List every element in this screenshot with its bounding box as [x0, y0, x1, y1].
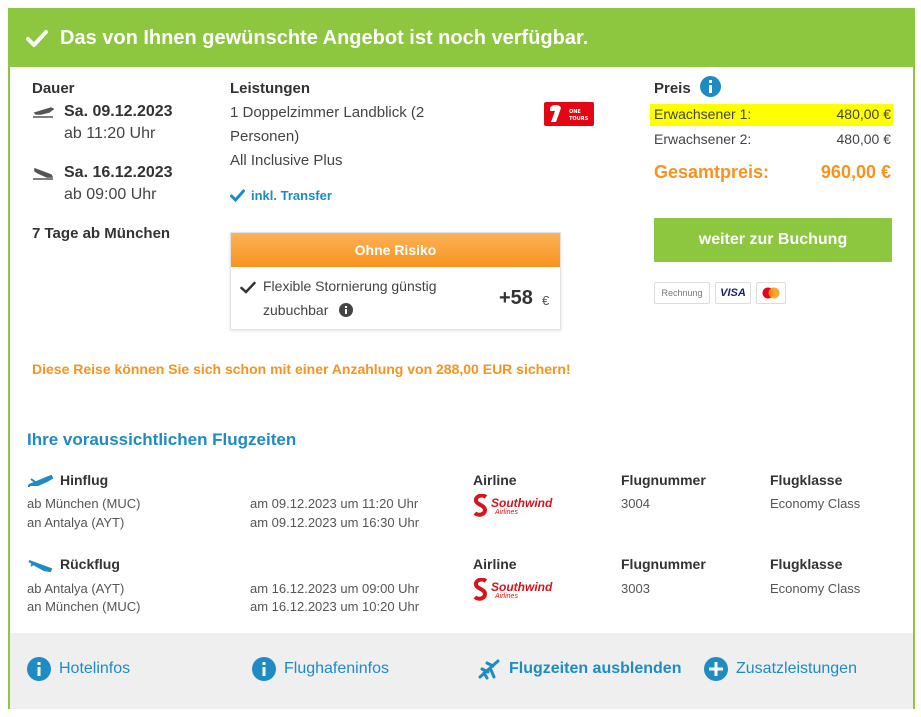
return-arrival: am 16.12.2023 um 10:20 Uhr [250, 599, 420, 614]
return-departure: am 16.12.2023 um 09:00 Uhr [250, 581, 420, 596]
check-icon [26, 30, 48, 48]
check-icon [230, 189, 245, 202]
outbound-airline-header: Airline [473, 472, 517, 488]
cancellation-option-body [231, 267, 560, 331]
room-line-2: Personen) [230, 128, 300, 145]
outbound-from: ab München (MUC) [27, 496, 141, 511]
return-airline-logo [473, 578, 563, 604]
flight-times-title: Ihre voraussichtlichen Flugzeiten [27, 430, 297, 449]
availability-banner [10, 10, 913, 67]
info-icon [27, 657, 51, 681]
payment-invoice: Rechnung [654, 282, 710, 304]
outbound-class-header: Flugklasse [770, 472, 843, 488]
price-label: Preis [654, 80, 691, 97]
return-to: an München (MUC) [27, 599, 141, 614]
offer-card [8, 8, 915, 709]
outbound-time: ab 11:20 Uhr [64, 125, 156, 142]
transfer-label: inkl. Transfer [251, 188, 332, 203]
airport-info-label: Flughafeninfos [284, 660, 389, 677]
duration-label: Dauer [32, 80, 75, 97]
takeoff-icon [32, 105, 54, 119]
outbound-flightnumber-header: Flugnummer [621, 472, 706, 488]
cancellation-option-header: Ohne Risiko [231, 233, 560, 267]
svg-text:TOURS: TOURS [569, 116, 589, 122]
return-time: ab 09:00 Uhr [64, 186, 157, 203]
outbound-flight-number: 3004 [621, 496, 650, 511]
outbound-airline-name: Southwind [491, 496, 553, 510]
board-type: All Inclusive Plus [230, 152, 343, 169]
cancellation-line-1: Flexible Stornierung günstig [263, 278, 437, 294]
adult-2-price: 480,00 € [836, 131, 891, 147]
southwind-logo-icon [473, 578, 489, 602]
airplane-icon [477, 657, 501, 681]
outbound-flight-class: Economy Class [770, 496, 861, 511]
duration-summary: 7 Tage ab München [32, 225, 171, 242]
footer-bar [10, 633, 913, 709]
hide-flight-times-label: Flugzeiten ausblenden [509, 660, 682, 677]
payment-visa: VISA [715, 282, 751, 304]
airplane-outbound-icon [27, 474, 53, 488]
return-airline-header: Airline [473, 556, 517, 572]
cancellation-line-2: zubuchbar [263, 302, 329, 318]
continue-booking-button[interactable]: weiter zur Buchung [654, 218, 892, 262]
airplane-return-icon [27, 558, 53, 572]
services-label: Leistungen [230, 80, 311, 97]
return-airline-sub: Airlines [495, 593, 518, 600]
hide-flight-times-link[interactable] [477, 657, 681, 681]
deposit-notice: Diese Reise können Sie sich schon mit einer Anzahlung von 288,00 EUR sichern! [32, 361, 571, 377]
tour-operator-logo-icon [544, 102, 594, 126]
extra-services-link[interactable] [704, 657, 857, 681]
outbound-airline-logo [473, 494, 563, 520]
outbound-arrival: am 09.12.2023 um 16:30 Uhr [250, 515, 420, 530]
return-label: Rückflug [60, 556, 120, 572]
airport-info-link[interactable] [252, 657, 389, 681]
transfer-info [230, 188, 332, 203]
cancellation-price: +58 [499, 287, 533, 309]
outbound-departure: am 09.12.2023 um 11:20 Uhr [250, 496, 419, 511]
info-icon[interactable] [700, 76, 721, 97]
plus-icon [704, 657, 728, 681]
info-icon[interactable] [339, 303, 353, 317]
cancellation-currency: € [542, 293, 550, 308]
room-line-1: 1 Doppelzimmer Landblick (2 [230, 104, 425, 121]
hotel-info-link[interactable] [27, 657, 130, 681]
outbound-to: an Antalya (AYT) [27, 515, 125, 530]
return-flightnumber-header: Flugnummer [621, 556, 706, 572]
total-price-label: Gesamtpreis: [654, 162, 770, 182]
banner-text: Das von Ihnen gewünschte Angebot ist noch verfügbar. [60, 27, 589, 49]
return-airline-name: Southwind [491, 580, 553, 594]
extra-services-label: Zusatzleistungen [736, 660, 857, 677]
outbound-label: Hinflug [60, 472, 109, 488]
return-flight-number: 3003 [621, 581, 650, 596]
return-class-header: Flugklasse [770, 556, 843, 572]
payment-mastercard-icon [756, 282, 786, 304]
outbound-date: Sa. 09.12.2023 [64, 103, 173, 120]
total-price-value: 960,00 € [820, 162, 891, 182]
outbound-airline-sub: Airlines [495, 509, 518, 516]
return-date: Sa. 16.12.2023 [64, 164, 173, 181]
hotel-info-label: Hotelinfos [59, 660, 131, 677]
cancellation-option-box[interactable] [230, 232, 561, 330]
landing-icon [32, 166, 54, 180]
return-flight-class: Economy Class [770, 581, 861, 596]
svg-text:ONE: ONE [569, 109, 581, 115]
tour-operator-logo [544, 102, 594, 126]
return-from: ab Antalya (AYT) [27, 581, 125, 596]
adult-1-price: 480,00 € [836, 106, 891, 122]
checkmark-icon [240, 281, 256, 294]
info-icon [252, 657, 276, 681]
adult-2-label: Erwachsener 2: [654, 131, 752, 147]
southwind-logo-icon [473, 494, 489, 518]
adult-1-label: Erwachsener 1: [654, 106, 752, 122]
